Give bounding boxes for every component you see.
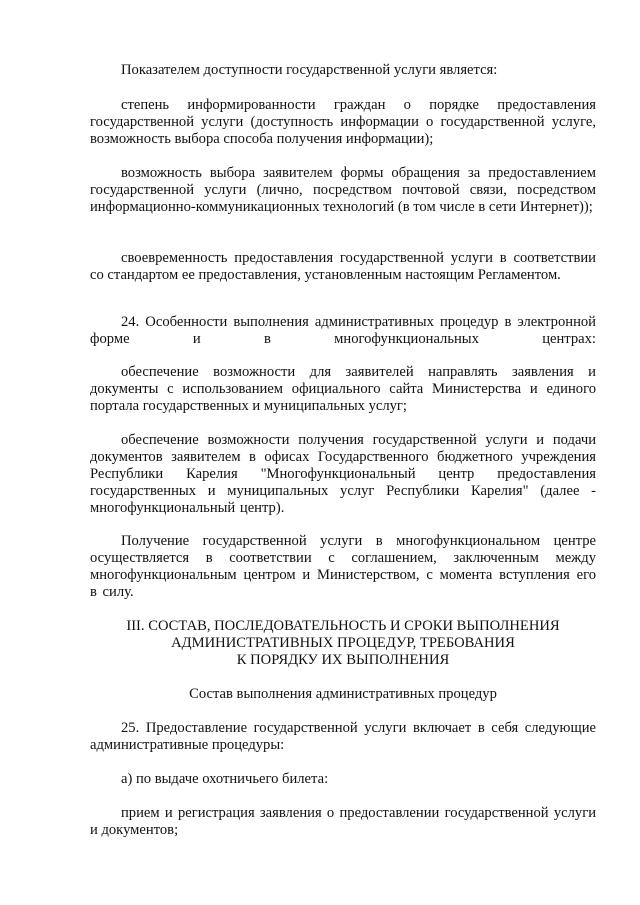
subheading-procedures: Состав выполнения административных процедур [189,686,497,702]
section-heading-line-3: К ПОРЯДКУ ИХ ВЫПОЛНЕНИЯ [236,652,450,668]
paragraph-reception-registration: прием и регистрация заявления о предоставлении государственной услуги и документов; [90,805,596,838]
paragraph-form-choice: возможность выбора заявителем формы обращения за предоставлением государственной услуги (лично, посредством почтовой связи, посредством информационно-коммуникационных технологий (в том числе в сети Интернет)); [90,165,596,215]
paragraph-availability-indicator: Показателем доступности государственной услуги является: [121,62,498,78]
section-heading-line-2: АДМИНИСТРАТИВНЫХ ПРОЦЕДУР, ТРЕБОВАНИЯ [171,635,515,651]
paragraph-mfc-offices: обеспечение возможности получения государственной услуги и подачи документов заявителем в офисах Государственного бюджетного учреждения Республики Карелия "Многофункциональный центр предоставления государственных и муниципальных услуг Республики Карелия" (далее - многофункциональный центр). [90,432,596,516]
section-heading-line-1: III. СОСТАВ, ПОСЛЕДОВАТЕЛЬНОСТЬ И СРОКИ ВЫПОЛНЕНИЯ [126,618,560,634]
paragraph-item-25: 25. Предоставление государственной услуги включает в себя следующие административные процедуры: [90,720,596,753]
paragraph-electronic-submission: обеспечение возможности для заявителей направлять заявления и документы с использованием официального сайта Министерства и единого портала государственных и муниципальных услуг; [90,364,596,414]
paragraph-timeliness: своевременность предоставления государственной услуги в соответствии со стандартом ее предоставления, установленным настоящим Регламентом. [90,250,596,283]
paragraph-mfc-agreement: Получение государственной услуги в многофункциональном центре осуществляется в соответствии с соглашением, заключенным между многофункциональным центром и Министерством, с момента вступления его в силу. [90,533,596,600]
paragraph-item-a: а) по выдаче охотничьего билета: [121,771,329,787]
paragraph-awareness-degree: степень информированности граждан о порядке предоставления государственной услуги (доступность информации о государственной услуге, возможность выбора способа получения информации); [90,97,596,147]
paragraph-item-24: 24. Особенности выполнения административных процедур в электронной форме и в многофункциональных центрах: [90,314,596,347]
